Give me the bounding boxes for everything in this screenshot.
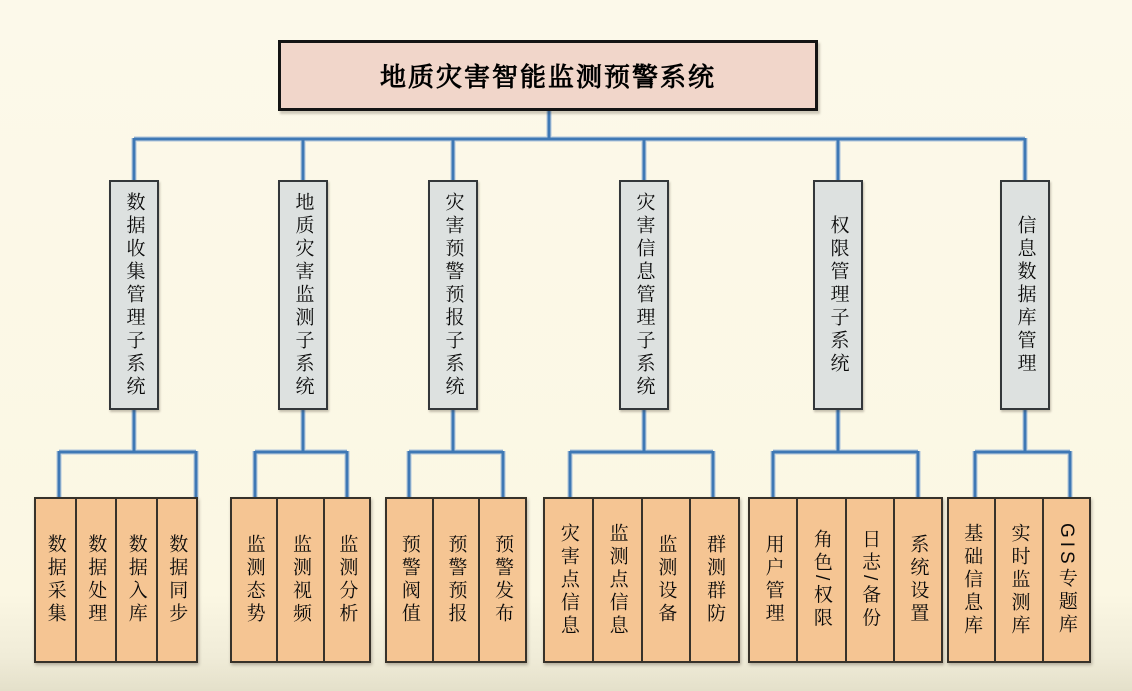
root-node-label: 地质灾害智能监测预警系统 (379, 62, 716, 92)
leaf-node-2-2 (276, 499, 322, 661)
leaf-label: 预警发布 (492, 534, 514, 626)
leaf-label: 实时监测库 (1008, 522, 1030, 638)
subsystem-label: 灾害信息管理子系统 (633, 191, 655, 399)
subsystem-label: 信息数据库管理 (1014, 214, 1036, 376)
leaf-group-geo-monitoring (230, 497, 371, 663)
connector-sub4-to-leaves (570, 410, 713, 499)
connector-sub3-to-leaves (409, 410, 503, 499)
subsystem-node-geo-monitoring (278, 180, 328, 410)
leaf-node-3-2 (432, 499, 479, 661)
leaf-node-3-1 (387, 499, 432, 661)
leaf-node-6-2 (994, 499, 1041, 661)
leaf-group-data-collection (34, 497, 198, 663)
leaf-node-5-2 (796, 499, 844, 661)
leaf-node-4-4 (689, 499, 738, 661)
connector-core-layer (59, 111, 1070, 499)
connector-sub1-to-leaves (59, 410, 196, 499)
subsystem-label: 灾害预警预报子系统 (442, 191, 464, 399)
leaf-node-4-3 (641, 499, 690, 661)
leaf-label: 灾害点信息 (557, 522, 579, 638)
subsystem-node-permission (813, 180, 863, 410)
subsystem-label: 地质灾害监测子系统 (292, 191, 314, 399)
subsystem-node-disaster-info (619, 180, 669, 410)
leaf-label: 用户管理 (762, 534, 784, 626)
subsystem-node-info-database (1000, 180, 1050, 410)
leaf-node-5-4 (893, 499, 941, 661)
leaf-label: 角色/权限 (810, 529, 832, 631)
leaf-label: GIS专题库 (1055, 523, 1077, 637)
leaf-label: 日志/备份 (859, 529, 881, 631)
leaf-node-6-3 (1042, 499, 1089, 661)
leaf-label: 数据入库 (125, 534, 147, 626)
leaf-node-4-2 (592, 499, 641, 661)
leaf-label: 监测态势 (243, 534, 265, 626)
leaf-label: 数据采集 (44, 534, 66, 626)
leaf-label: 群测群防 (704, 534, 726, 626)
subsystem-label: 权限管理子系统 (827, 214, 849, 376)
leaf-node-1-2 (75, 499, 116, 661)
connector-root-to-subsystems (134, 111, 1025, 181)
leaf-node-2-3 (323, 499, 369, 661)
connector-halo-layer (59, 111, 1070, 499)
connector-sub6-to-leaves (975, 410, 1070, 499)
leaf-label: 监测视频 (289, 534, 311, 626)
leaf-node-2-1 (232, 499, 276, 661)
leaf-node-4-1 (545, 499, 592, 661)
leaf-label: 系统设置 (907, 534, 929, 626)
connector-sub5-to-leaves (773, 410, 918, 499)
connector-sub2-to-leaves (255, 410, 347, 499)
leaf-label: 数据处理 (85, 534, 107, 626)
connector-root-to-subsystems (134, 111, 1025, 181)
leaf-label: 监测分析 (336, 534, 358, 626)
leaf-group-disaster-info (543, 497, 740, 663)
leaf-group-warning-forecast (385, 497, 527, 663)
leaf-node-5-3 (845, 499, 893, 661)
subsystem-node-data-collection (109, 180, 159, 410)
leaf-label: 预警阀值 (398, 534, 420, 626)
root-node (278, 40, 818, 111)
leaf-node-5-1 (750, 499, 796, 661)
leaf-label: 监测设备 (655, 534, 677, 626)
leaf-group-permission (748, 497, 943, 663)
leaf-group-info-database (947, 497, 1091, 663)
leaf-label: 数据同步 (166, 534, 188, 626)
leaf-node-1-1 (36, 499, 75, 661)
leaf-node-3-3 (478, 499, 525, 661)
leaf-node-1-4 (156, 499, 197, 661)
leaf-label: 基础信息库 (961, 522, 983, 638)
leaf-node-1-3 (115, 499, 156, 661)
leaf-node-6-1 (949, 499, 994, 661)
subsystem-label: 数据收集管理子系统 (123, 191, 145, 399)
leaf-label: 预警预报 (445, 534, 467, 626)
subsystem-node-warning-forecast (428, 180, 478, 410)
leaf-label: 监测点信息 (606, 522, 628, 638)
